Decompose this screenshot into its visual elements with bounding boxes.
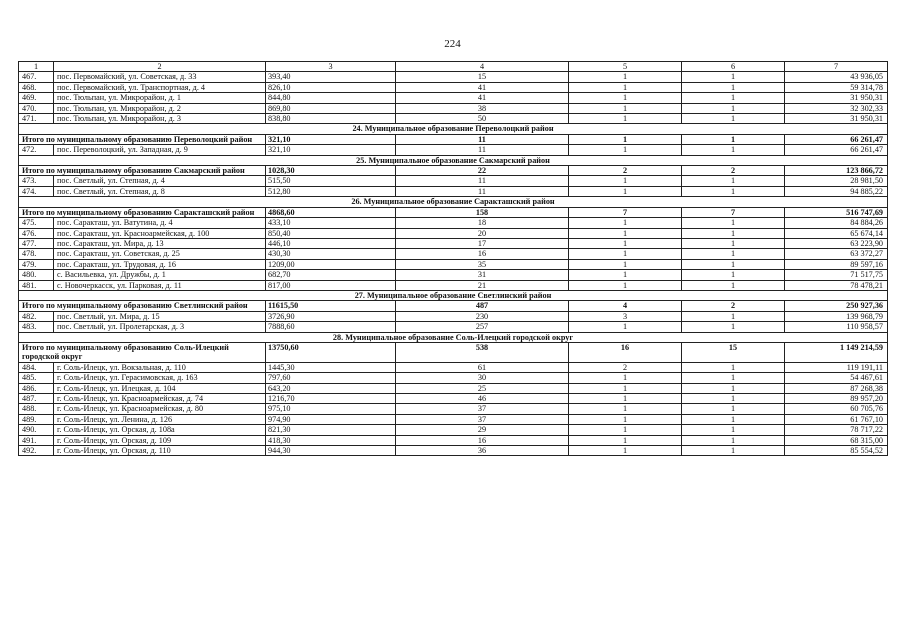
- row-col4: 17: [396, 238, 569, 248]
- table-row: [19, 72, 888, 82]
- row-col6: 1: [682, 425, 785, 435]
- total-sum: 516 747,69: [785, 207, 888, 217]
- row-sum: 139 968,79: [785, 311, 888, 321]
- total-label: Итого по муниципальному образованию Светлинский район: [19, 301, 266, 311]
- row-number: 472.: [19, 145, 54, 155]
- row-number: 469.: [19, 93, 54, 103]
- row-number: 490.: [19, 425, 54, 435]
- row-col5: 1: [569, 259, 682, 269]
- section-title: 28. Муниципальное образование Соль-Илецкий городской округ: [19, 332, 888, 342]
- row-address: г. Соль-Илецк, ул. Орская, д. 108а: [54, 425, 266, 435]
- row-address: пос. Саракташ, ул. Красноармейская, д. 100: [54, 228, 266, 238]
- table-row: [19, 394, 888, 404]
- row-address: г. Соль-Илецк, ул. Орская, д. 109: [54, 435, 266, 445]
- row-number: 485.: [19, 373, 54, 383]
- row-address: пос. Тюльпан, ул. Микрорайон, д. 1: [54, 93, 266, 103]
- table-row: [19, 176, 888, 186]
- row-col5: 1: [569, 72, 682, 82]
- row-col4: 15: [396, 72, 569, 82]
- row-sum: 110 958,57: [785, 322, 888, 332]
- total-col4: 22: [396, 166, 569, 176]
- row-address: г. Соль-Илецк, ул. Илецкая, д. 104: [54, 383, 266, 393]
- row-area: 321,10: [266, 145, 396, 155]
- row-col6: 1: [682, 72, 785, 82]
- row-col5: 1: [569, 270, 682, 280]
- row-area: 826,10: [266, 82, 396, 92]
- column-header: 4: [396, 62, 569, 72]
- row-col6: 1: [682, 270, 785, 280]
- total-col5: 2: [569, 166, 682, 176]
- table-row: [19, 270, 888, 280]
- row-col4: 16: [396, 249, 569, 259]
- row-sum: 65 674,14: [785, 228, 888, 238]
- row-col4: 18: [396, 218, 569, 228]
- row-area: 975,10: [266, 404, 396, 414]
- row-col6: 1: [682, 103, 785, 113]
- table-row: [19, 249, 888, 259]
- row-number: 483.: [19, 322, 54, 332]
- row-number: 491.: [19, 435, 54, 445]
- section-header-row: [19, 197, 888, 207]
- row-number: 474.: [19, 186, 54, 196]
- row-address: пос. Светлый, ул. Пролетарская, д. 3: [54, 322, 266, 332]
- total-label: Итого по муниципальному образованию Сакмарский район: [19, 166, 266, 176]
- row-sum: 87 268,38: [785, 383, 888, 393]
- section-title: 25. Муниципальное образование Сакмарский район: [19, 155, 888, 165]
- row-sum: 85 554,52: [785, 446, 888, 456]
- column-header: 5: [569, 62, 682, 72]
- row-number: 476.: [19, 228, 54, 238]
- row-col6: 1: [682, 404, 785, 414]
- row-col4: 36: [396, 446, 569, 456]
- row-area: 1216,70: [266, 394, 396, 404]
- row-col6: 1: [682, 322, 785, 332]
- row-col6: 1: [682, 114, 785, 124]
- total-label: Итого по муниципальному образованию Соль-Илецкий городской округ: [19, 342, 266, 362]
- row-col6: 1: [682, 93, 785, 103]
- row-col5: 1: [569, 228, 682, 238]
- row-address: пос. Первомайский, ул. Транспортная, д. 4: [54, 82, 266, 92]
- data-table: [18, 61, 888, 456]
- row-address: пос. Саракташ, ул. Советская, д. 25: [54, 249, 266, 259]
- row-area: 797,60: [266, 373, 396, 383]
- total-area: 11615,50: [266, 301, 396, 311]
- row-col6: 1: [682, 249, 785, 259]
- row-col5: 1: [569, 435, 682, 445]
- row-col6: 1: [682, 145, 785, 155]
- row-address: с. Новочеркасск, ул. Парковая, д. 11: [54, 280, 266, 290]
- row-col5: 1: [569, 414, 682, 424]
- row-address: г. Соль-Илецк, ул. Ленина, д. 126: [54, 414, 266, 424]
- table-row: [19, 82, 888, 92]
- total-col5: 7: [569, 207, 682, 217]
- total-row: [19, 342, 888, 362]
- row-area: 430,30: [266, 249, 396, 259]
- row-area: 433,10: [266, 218, 396, 228]
- total-col4: 11: [396, 134, 569, 144]
- row-address: пос. Светлый, ул. Степная, д. 4: [54, 176, 266, 186]
- total-row: [19, 207, 888, 217]
- table-row: [19, 373, 888, 383]
- table-row: [19, 446, 888, 456]
- row-area: 1445,30: [266, 362, 396, 372]
- row-area: 393,40: [266, 72, 396, 82]
- table-row: [19, 114, 888, 124]
- row-sum: 119 191,11: [785, 362, 888, 372]
- row-sum: 63 372,27: [785, 249, 888, 259]
- table-row: [19, 259, 888, 269]
- row-col4: 35: [396, 259, 569, 269]
- row-col6: 1: [682, 394, 785, 404]
- total-col6: 2: [682, 301, 785, 311]
- total-row: [19, 301, 888, 311]
- row-col5: 1: [569, 249, 682, 259]
- row-col6: 1: [682, 373, 785, 383]
- row-area: 869,80: [266, 103, 396, 113]
- row-address: с. Васильевка, ул. Дружбы, д. 1: [54, 270, 266, 280]
- total-col5: 16: [569, 342, 682, 362]
- row-number: 468.: [19, 82, 54, 92]
- table-row: [19, 186, 888, 196]
- row-number: 478.: [19, 249, 54, 259]
- row-col4: 29: [396, 425, 569, 435]
- row-number: 489.: [19, 414, 54, 424]
- row-area: 643,20: [266, 383, 396, 393]
- page-number: 224: [444, 38, 461, 50]
- row-sum: 43 936,05: [785, 72, 888, 82]
- row-area: 446,10: [266, 238, 396, 248]
- row-col4: 41: [396, 93, 569, 103]
- row-sum: 31 950,31: [785, 114, 888, 124]
- row-area: 850,40: [266, 228, 396, 238]
- total-area: 321,10: [266, 134, 396, 144]
- total-area: 13750,60: [266, 342, 396, 362]
- total-col4: 158: [396, 207, 569, 217]
- row-sum: 71 517,75: [785, 270, 888, 280]
- row-col4: 50: [396, 114, 569, 124]
- row-area: 944,30: [266, 446, 396, 456]
- row-sum: 89 957,20: [785, 394, 888, 404]
- row-col5: 1: [569, 373, 682, 383]
- table-row: [19, 145, 888, 155]
- row-sum: 54 467,61: [785, 373, 888, 383]
- row-number: 481.: [19, 280, 54, 290]
- row-sum: 31 950,31: [785, 93, 888, 103]
- row-number: 482.: [19, 311, 54, 321]
- table-body: [19, 62, 888, 456]
- row-sum: 94 885,22: [785, 186, 888, 196]
- row-sum: 63 223,90: [785, 238, 888, 248]
- row-col5: 1: [569, 425, 682, 435]
- row-address: пос. Первомайский, ул. Советская, д. 33: [54, 72, 266, 82]
- table-row: [19, 435, 888, 445]
- row-area: 7888,60: [266, 322, 396, 332]
- row-col5: 1: [569, 103, 682, 113]
- total-sum: 66 261,47: [785, 134, 888, 144]
- table-row: [19, 404, 888, 414]
- row-number: 471.: [19, 114, 54, 124]
- row-area: 844,80: [266, 93, 396, 103]
- row-col6: 1: [682, 186, 785, 196]
- total-row: [19, 134, 888, 144]
- row-col6: 1: [682, 414, 785, 424]
- row-col6: 1: [682, 435, 785, 445]
- row-address: пос. Тюльпан, ул. Микрорайон, д. 2: [54, 103, 266, 113]
- row-col6: 1: [682, 311, 785, 321]
- column-header: 7: [785, 62, 888, 72]
- table-row: [19, 238, 888, 248]
- row-col6: 1: [682, 446, 785, 456]
- section-header-row: [19, 124, 888, 134]
- table-row: [19, 311, 888, 321]
- row-col4: 31: [396, 270, 569, 280]
- row-col5: 1: [569, 93, 682, 103]
- table-header-row: [19, 62, 888, 72]
- row-col4: 16: [396, 435, 569, 445]
- table-row: [19, 218, 888, 228]
- column-header: 1: [19, 62, 54, 72]
- row-col5: 3: [569, 311, 682, 321]
- row-col4: 21: [396, 280, 569, 290]
- row-number: 475.: [19, 218, 54, 228]
- table-row: [19, 425, 888, 435]
- row-sum: 78 717,22: [785, 425, 888, 435]
- row-sum: 78 478,21: [785, 280, 888, 290]
- row-col5: 1: [569, 394, 682, 404]
- row-number: 477.: [19, 238, 54, 248]
- row-number: 479.: [19, 259, 54, 269]
- row-area: 1209,00: [266, 259, 396, 269]
- total-row: [19, 166, 888, 176]
- row-area: 817,00: [266, 280, 396, 290]
- total-col6: 2: [682, 166, 785, 176]
- section-header-row: [19, 332, 888, 342]
- section-title: 26. Муниципальное образование Саракташский район: [19, 197, 888, 207]
- total-col6: 1: [682, 134, 785, 144]
- row-col4: 38: [396, 103, 569, 113]
- row-col4: 230: [396, 311, 569, 321]
- total-col5: 4: [569, 301, 682, 311]
- column-header: 3: [266, 62, 396, 72]
- row-col4: 61: [396, 362, 569, 372]
- table-row: [19, 383, 888, 393]
- row-sum: 68 315,00: [785, 435, 888, 445]
- row-col5: 1: [569, 446, 682, 456]
- row-col6: 1: [682, 176, 785, 186]
- row-sum: 59 314,78: [785, 82, 888, 92]
- row-col6: 1: [682, 362, 785, 372]
- table-row: [19, 414, 888, 424]
- row-number: 484.: [19, 362, 54, 372]
- row-address: г. Соль-Илецк, ул. Герасимовская, д. 163: [54, 373, 266, 383]
- row-address: пос. Светлый, ул. Мира, д. 15: [54, 311, 266, 321]
- row-col6: 1: [682, 383, 785, 393]
- table-row: [19, 322, 888, 332]
- row-col4: 25: [396, 383, 569, 393]
- row-col4: 257: [396, 322, 569, 332]
- row-address: г. Соль-Илецк, ул. Вокзальная, д. 110: [54, 362, 266, 372]
- row-area: 418,30: [266, 435, 396, 445]
- row-sum: 61 767,10: [785, 414, 888, 424]
- row-col4: 11: [396, 186, 569, 196]
- row-area: 512,80: [266, 186, 396, 196]
- row-sum: 32 302,33: [785, 103, 888, 113]
- total-label: Итого по муниципальному образованию Переволоцкий район: [19, 134, 266, 144]
- row-address: пос. Переволоцкий, ул. Западная, д. 9: [54, 145, 266, 155]
- row-col5: 1: [569, 82, 682, 92]
- row-col6: 1: [682, 259, 785, 269]
- row-col4: 41: [396, 82, 569, 92]
- row-address: пос. Светлый, ул. Степная, д. 8: [54, 186, 266, 196]
- row-area: 838,80: [266, 114, 396, 124]
- row-col6: 1: [682, 228, 785, 238]
- row-col6: 1: [682, 238, 785, 248]
- row-col4: 11: [396, 145, 569, 155]
- row-col5: 1: [569, 218, 682, 228]
- row-number: 487.: [19, 394, 54, 404]
- row-col4: 20: [396, 228, 569, 238]
- row-address: пос. Саракташ, ул. Ватутина, д. 4: [54, 218, 266, 228]
- section-header-row: [19, 290, 888, 300]
- row-number: 492.: [19, 446, 54, 456]
- row-address: пос. Саракташ, ул. Трудовая, д. 16: [54, 259, 266, 269]
- row-number: 470.: [19, 103, 54, 113]
- row-col6: 1: [682, 82, 785, 92]
- column-header: 6: [682, 62, 785, 72]
- row-area: 974,90: [266, 414, 396, 424]
- row-col4: 30: [396, 373, 569, 383]
- row-number: 473.: [19, 176, 54, 186]
- row-area: 821,30: [266, 425, 396, 435]
- row-col4: 11: [396, 176, 569, 186]
- table-row: [19, 103, 888, 113]
- row-address: пос. Тюльпан, ул. Микрорайон, д. 3: [54, 114, 266, 124]
- row-number: 488.: [19, 404, 54, 414]
- total-sum: 123 866,72: [785, 166, 888, 176]
- column-header: 2: [54, 62, 266, 72]
- row-col5: 1: [569, 145, 682, 155]
- row-col5: 1: [569, 238, 682, 248]
- row-col5: 1: [569, 176, 682, 186]
- row-address: г. Соль-Илецк, ул. Орская, д. 110: [54, 446, 266, 456]
- row-sum: 60 705,76: [785, 404, 888, 414]
- total-col6: 7: [682, 207, 785, 217]
- row-sum: 89 597,16: [785, 259, 888, 269]
- table-row: [19, 93, 888, 103]
- total-col4: 487: [396, 301, 569, 311]
- row-col6: 1: [682, 280, 785, 290]
- total-sum: 1 149 214,59: [785, 342, 888, 362]
- total-area: 4868,60: [266, 207, 396, 217]
- row-col5: 2: [569, 362, 682, 372]
- row-area: 515,50: [266, 176, 396, 186]
- row-col4: 37: [396, 414, 569, 424]
- row-sum: 66 261,47: [785, 145, 888, 155]
- total-col4: 538: [396, 342, 569, 362]
- total-label: Итого по муниципальному образованию Саракташский район: [19, 207, 266, 217]
- row-col5: 1: [569, 383, 682, 393]
- row-col5: 1: [569, 114, 682, 124]
- row-col4: 46: [396, 394, 569, 404]
- row-col6: 1: [682, 218, 785, 228]
- row-col5: 1: [569, 322, 682, 332]
- table-row: [19, 228, 888, 238]
- section-header-row: [19, 155, 888, 165]
- total-area: 1028,30: [266, 166, 396, 176]
- total-col6: 15: [682, 342, 785, 362]
- row-sum: 28 981,50: [785, 176, 888, 186]
- row-number: 467.: [19, 72, 54, 82]
- row-col4: 37: [396, 404, 569, 414]
- row-address: пос. Саракташ, ул. Мира, д. 13: [54, 238, 266, 248]
- row-address: г. Соль-Илецк, ул. Красноармейская, д. 74: [54, 394, 266, 404]
- row-address: г. Соль-Илецк, ул. Красноармейская, д. 80: [54, 404, 266, 414]
- row-area: 3726,90: [266, 311, 396, 321]
- row-area: 682,70: [266, 270, 396, 280]
- table-row: [19, 280, 888, 290]
- row-col5: 1: [569, 186, 682, 196]
- section-title: 24. Муниципальное образование Переволоцкий район: [19, 124, 888, 134]
- section-title: 27. Муниципальное образование Светлинский район: [19, 290, 888, 300]
- row-number: 486.: [19, 383, 54, 393]
- row-col5: 1: [569, 280, 682, 290]
- total-col5: 1: [569, 134, 682, 144]
- total-sum: 250 927,36: [785, 301, 888, 311]
- row-number: 480.: [19, 270, 54, 280]
- row-col5: 1: [569, 404, 682, 414]
- table-row: [19, 362, 888, 372]
- row-sum: 84 884,26: [785, 218, 888, 228]
